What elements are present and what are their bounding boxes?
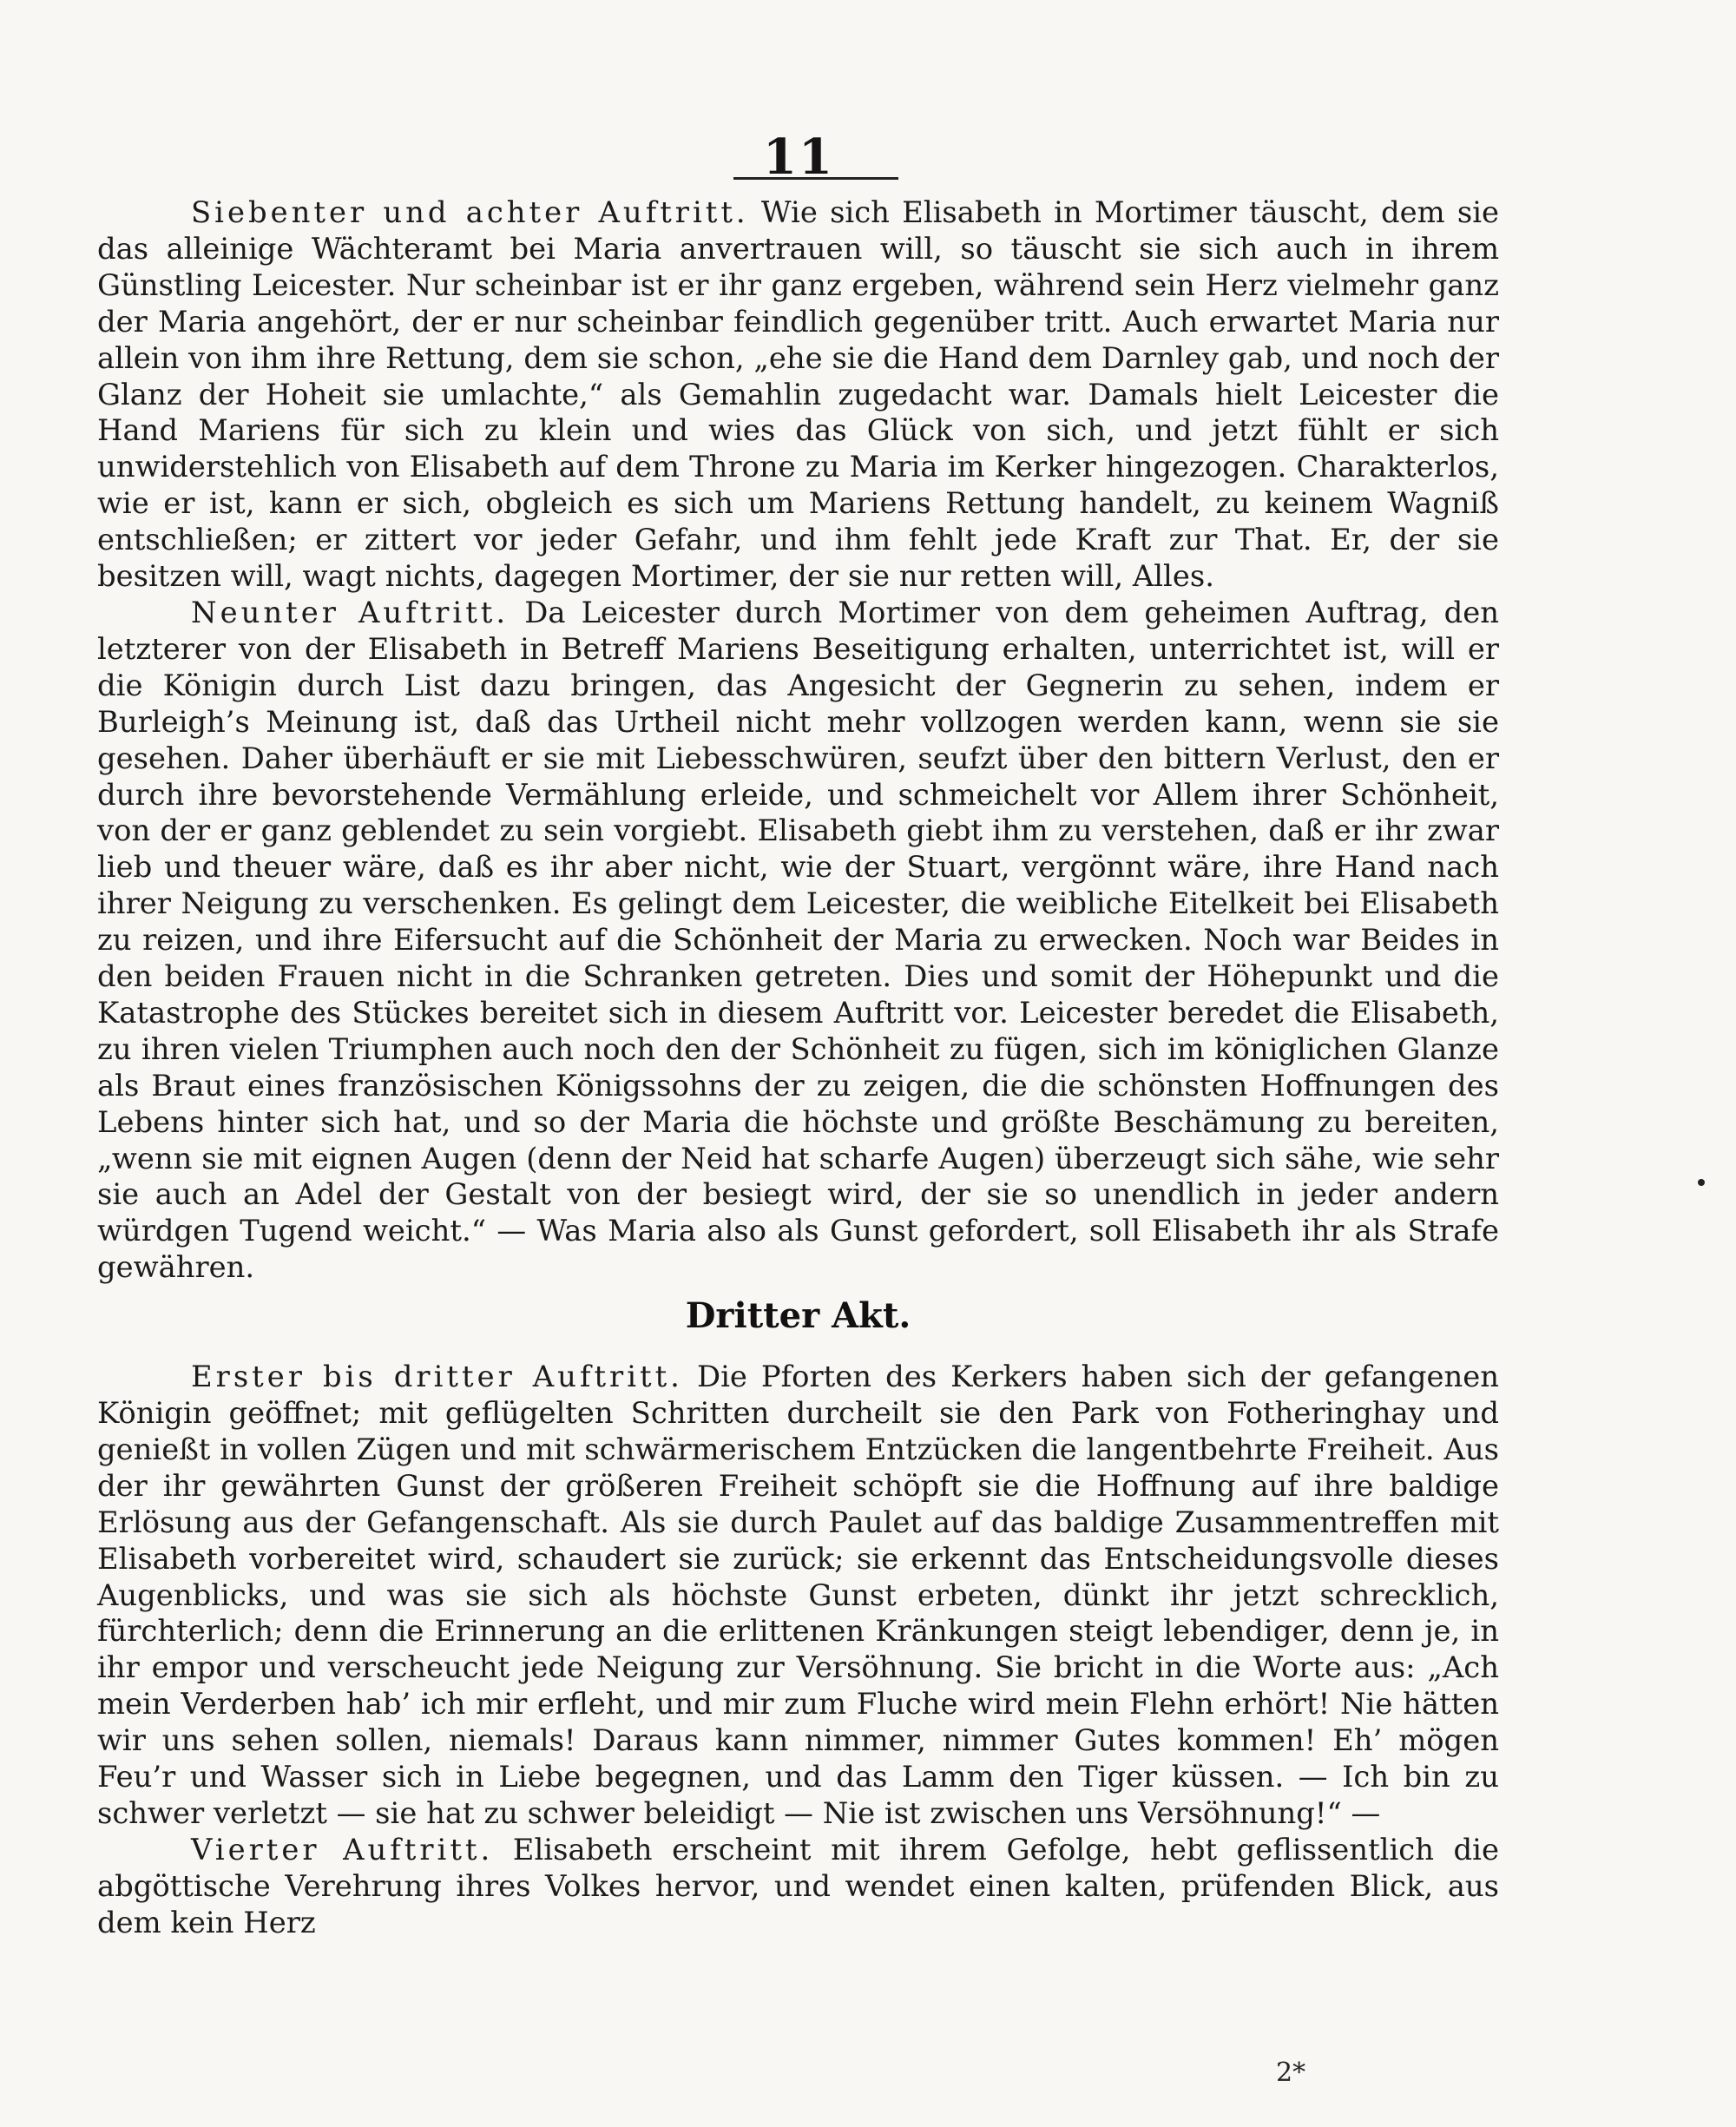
paragraph-scene-1-3: [97, 1359, 1499, 1832]
scene-label: Erster bis dritter Auftritt.: [191, 1360, 683, 1394]
scene-label: Vierter Auftritt.: [191, 1832, 494, 1867]
paragraph-scene-7-8: [97, 194, 1499, 595]
header-rule: [733, 177, 898, 180]
scene-label: Neunter Auftritt.: [191, 595, 510, 629]
scene-label: Siebenter und achter Auftritt.: [191, 195, 749, 229]
printer-signature: 2*: [1276, 2058, 1306, 2088]
act-heading: Dritter Akt.: [685, 1295, 911, 1337]
paragraph-scene-9: [97, 595, 1499, 1286]
paragraph-text: Elisabeth erscheint mit ihrem Gefolge, hebt geflissentlich die abgöttische Verehrung ihres Volkes hervor, und wendet einen kalten, prüfenden Blick, aus dem kein Herz: [97, 1832, 1499, 1939]
paragraph-text: Die Pforten des Kerkers haben sich der gefangenen Königin geöffnet; mit geflügelten Schritten durcheilt sie den Park von Fotheringhay und genießt in vollen Zügen und mit schwärmerischem Entzücken die langentbehrte Freiheit. Aus der ihr gewährten Gunst der größeren Freiheit schöpft sie die Hoffnung auf ihre baldige Erlösung aus der Gefangenschaft. Als sie durch Paulet auf das baldige Zusammentreffen mit Elisabeth vorbereitet wird, schaudert sie zurück; sie erkennt das Entscheidungsvolle dieses Augenblicks, und was sie sich als höchste Gunst erbeten, dünkt ihr jetzt schrecklich, fürchterlich; denn die Erinnerung an die erlittenen Kränkungen steigt lebendiger, denn je, in ihr empor und verscheucht jede Neigung zur Versöhnung. Sie bricht in die Worte aus: „Ach mein Verderben hab’ ich mir erfleht, und mir zum Fluche wird mein Flehn erhört! Nie hätten wir uns sehen sollen, niemals! Daraus kann nimmer, nimmer Gutes kommen! Eh’ mögen Feu’r und Wasser sich in Liebe begegnen, und das Lamm den Tiger küssen. — Ich bin zu schwer verletzt — sie hat zu schwer beleidigt — Nie ist zwischen uns Versöhnung!“ —: [97, 1360, 1499, 1830]
paragraph-scene-4: [97, 1832, 1499, 1941]
document-body: [97, 194, 1499, 1941]
paragraph-text: Da Leicester durch Mortimer von dem geheimen Auftrag, den letzterer von der Elisabeth in Betreff Mariens Beseitigung erhalten, unterrichtet ist, will er die Königin durch List dazu bringen, das Angesicht der Gegnerin zu sehen, indem er Burleigh’s Meinung ist, daß das Urtheil nicht mehr vollzogen werden kann, wenn sie sie gesehen. Daher überhäuft er sie mit Liebesschwüren, seufzt über den bittern Verlust, den er durch ihre bevorstehende Vermählung erleide, und schmeichelt vor Allem ihrer Schönheit, von der er ganz geblendet zu sein vorgiebt. Elisabeth giebt ihm zu verstehen, daß er ihr zwar lieb und theuer wäre, daß es ihr aber nicht, wie der Stuart, vergönnt wäre, ihre Hand nach ihrer Neigung zu verschenken. Es gelingt dem Leicester, die weibliche Eitelkeit bei Elisabeth zu reizen, und ihre Eifersucht auf die Schönheit der Maria zu erwecken. Noch war Beides in den beiden Frauen nicht in die Schranken getreten. Dies und somit der Höhepunkt und die Katastrophe des Stückes bereitet sich in diesem Auftritt vor. Leicester beredet die Elisabeth, zu ihren vielen Triumphen auch noch den der Schönheit zu fügen, sich im königlichen Glanze als Braut eines französischen Königssohns der zu zeigen, die die schönsten Hoffnungen des Lebens hinter sich hat, und so der Maria die höchste und größte Beschämung zu bereiten, „wenn sie mit eignen Augen (denn der Neid hat scharfe Augen) überzeugt sich sähe, wie sehr sie auch an Adel der Gestalt von der besiegt wird, der sie so unendlich in jeder andern würdgen Tugend weicht.“ — Was Maria also als Gunst gefordert, soll Elisabeth ihr als Strafe gewähren.: [97, 595, 1499, 1285]
page-number: 11: [763, 128, 834, 186]
paragraph-text: Wie sich Elisabeth in Mortimer täuscht, dem sie das alleinige Wächteramt bei Maria anvertrauen will, so täuscht sie sich auch in ihrem Günstling Leicester. Nur scheinbar ist er ihr ganz ergeben, während sein Herz vielmehr ganz der Maria angehört, der er nur scheinbar feindlich gegenüber tritt. Auch erwartet Maria nur allein von ihm ihre Rettung, dem sie schon, „ehe sie die Hand dem Darnley gab, und noch der Glanz der Hoheit sie umlachte,“ als Gemahlin zugedacht war. Damals hielt Leicester die Hand Mariens für sich zu klein und wies das Glück von sich, und jetzt fühlt er sich unwiderstehlich von Elisabeth auf dem Throne zu Maria im Kerker hingezogen. Charakterlos, wie er ist, kann er sich, obgleich es sich um Mariens Rettung handelt, zu keinem Wagniß entschließen; er zittert vor jeder Gefahr, und ihm fehlt jede Kraft zur That. Er, der sie besitzen will, wagt nichts, dagegen Mortimer, der sie nur retten will, Alles.: [97, 195, 1500, 594]
ink-dot-mark: [1698, 1179, 1705, 1186]
